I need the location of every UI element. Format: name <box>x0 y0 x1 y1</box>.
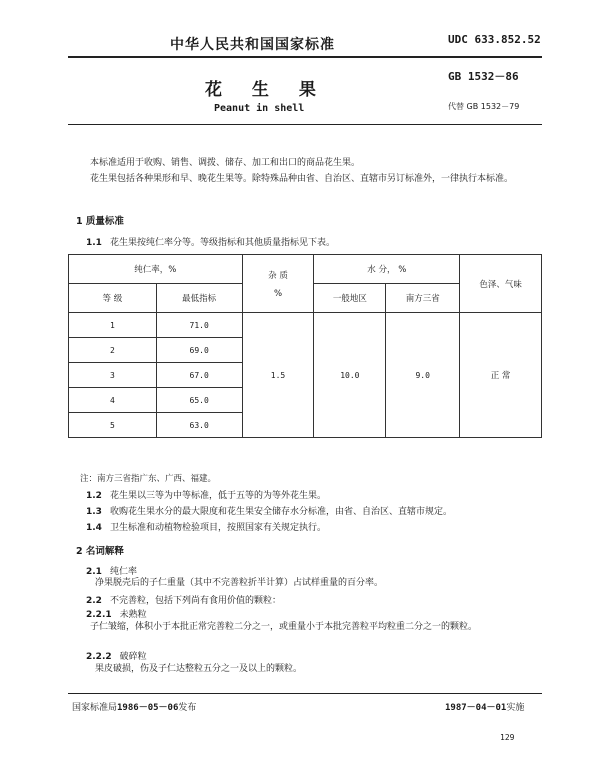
clause-2-1-text: 净果脱壳后的子仁重量（其中不完善粒折半计算）占试样重量的百分率。 <box>95 578 384 588</box>
clause-title: 纯仁率 <box>109 567 137 577</box>
clause-number: 2.1 <box>86 567 102 577</box>
grade-cell: 3 <box>69 363 157 388</box>
clause-1-4 <box>86 520 326 533</box>
clause-2-2 <box>86 593 281 606</box>
grade-cell: 4 <box>69 388 157 413</box>
clause-number: 1.3 <box>86 507 102 517</box>
th-grade: 等 级 <box>69 284 157 313</box>
th-general-region: 一般地区 <box>314 284 386 313</box>
table-row <box>69 313 542 338</box>
min-index-cell: 67.0 <box>156 363 242 388</box>
clause-2-2-2-text: 果皮破损，伤及子仁达整粒五分之一及以上的颗粒。 <box>95 664 303 674</box>
moisture-general-cell: 10.0 <box>314 313 386 438</box>
clause-1-2 <box>86 488 326 501</box>
intro-paragraph-2: 花生果包括各种果形和早、晚花生果等。除特殊品种由省、自治区、直辖市另订标准外，一律执行本标准。 <box>90 174 514 184</box>
issuing-org: 国家标准局 <box>72 703 118 713</box>
grade-cell: 2 <box>69 338 157 363</box>
clause-text: 花生果以三等为中等标准，低于五等的为等外花生果。 <box>109 491 326 501</box>
issue-info <box>72 700 196 713</box>
clause-1-1 <box>86 235 335 248</box>
effective-suffix: 实施 <box>506 703 525 713</box>
gb-number: GB 1532－86 <box>448 70 519 83</box>
th-impurity-unit: % <box>273 288 283 299</box>
clause-title: 未熟粒 <box>119 610 147 620</box>
clause-1-3 <box>86 504 452 517</box>
clause-text: 花生果按纯仁率分等。等级指标和其他质量指标见下表。 <box>109 238 335 248</box>
clause-text: 收购花生果水分的最大限度和花生果安全储存水分标准，由省、自治区、直辖市规定。 <box>109 507 452 517</box>
effective-info <box>445 700 524 713</box>
clause-number: 1.2 <box>86 491 102 501</box>
clause-title: 破碎粒 <box>119 652 147 662</box>
th-color-smell: 色泽、气味 <box>460 255 542 313</box>
moisture-south-cell: 9.0 <box>386 313 460 438</box>
color-smell-cell: 正 常 <box>460 313 542 438</box>
th-purity: 纯仁率，% <box>69 255 243 284</box>
th-south-provinces: 南方三省 <box>386 284 460 313</box>
clause-number: 2.2.1 <box>86 610 112 620</box>
th-impurity <box>242 255 314 313</box>
grade-cell: 5 <box>69 413 157 438</box>
clause-2-2-1 <box>86 607 147 620</box>
issue-date: 1986－05－06 <box>117 703 179 713</box>
clause-number: 1.1 <box>86 238 102 248</box>
min-index-cell: 63.0 <box>156 413 242 438</box>
doc-title-cn: 花 生 果 <box>205 80 328 100</box>
header-rule <box>68 56 542 58</box>
title-rule <box>68 124 542 125</box>
page-number: 129 <box>500 733 515 742</box>
clause-2-2-1-text: 子仁皱缩，体积小于本批正常完善粒二分之一，或重量小于本批完善粒平均粒重二分之一的颗粒。 <box>90 622 478 632</box>
min-index-cell: 65.0 <box>156 388 242 413</box>
intro-paragraph-1: 本标准适用于收购、销售、调拨、储存、加工和出口的商品花生果。 <box>90 158 361 168</box>
clause-number: 2.2.2 <box>86 652 112 662</box>
grade-cell: 1 <box>69 313 157 338</box>
section-2-title: 2 名词解释 <box>76 546 124 557</box>
standard-org-title: 中华人民共和国国家标准 <box>170 37 335 53</box>
clause-text: 不完善粒，包括下列尚有食用价值的颗粒： <box>109 596 281 606</box>
grade-table <box>68 254 542 438</box>
effective-date: 1987－04－01 <box>445 703 507 713</box>
udc-code: UDC 633.852.52 <box>448 33 541 46</box>
impurity-cell: 1.5 <box>242 313 314 438</box>
min-index-cell: 71.0 <box>156 313 242 338</box>
clause-number: 1.4 <box>86 523 102 533</box>
th-moisture: 水 分， % <box>314 255 460 284</box>
table-note: 注：南方三省指广东、广西、福建。 <box>80 474 217 484</box>
footer-rule <box>68 693 542 694</box>
clause-number: 2.2 <box>86 596 102 606</box>
th-impurity-label: 杂 质 <box>268 270 288 281</box>
issue-suffix: 发布 <box>178 703 197 713</box>
th-min-index: 最低指标 <box>156 284 242 313</box>
min-index-cell: 69.0 <box>156 338 242 363</box>
clause-2-2-2 <box>86 649 147 662</box>
section-1-title: 1 质量标准 <box>76 216 124 227</box>
doc-title-en: Peanut in shell <box>214 103 305 114</box>
clause-text: 卫生标准和动植物检验项目，按照国家有关规定执行。 <box>109 523 326 533</box>
replaces-note: 代替 GB 1532－79 <box>448 102 520 111</box>
